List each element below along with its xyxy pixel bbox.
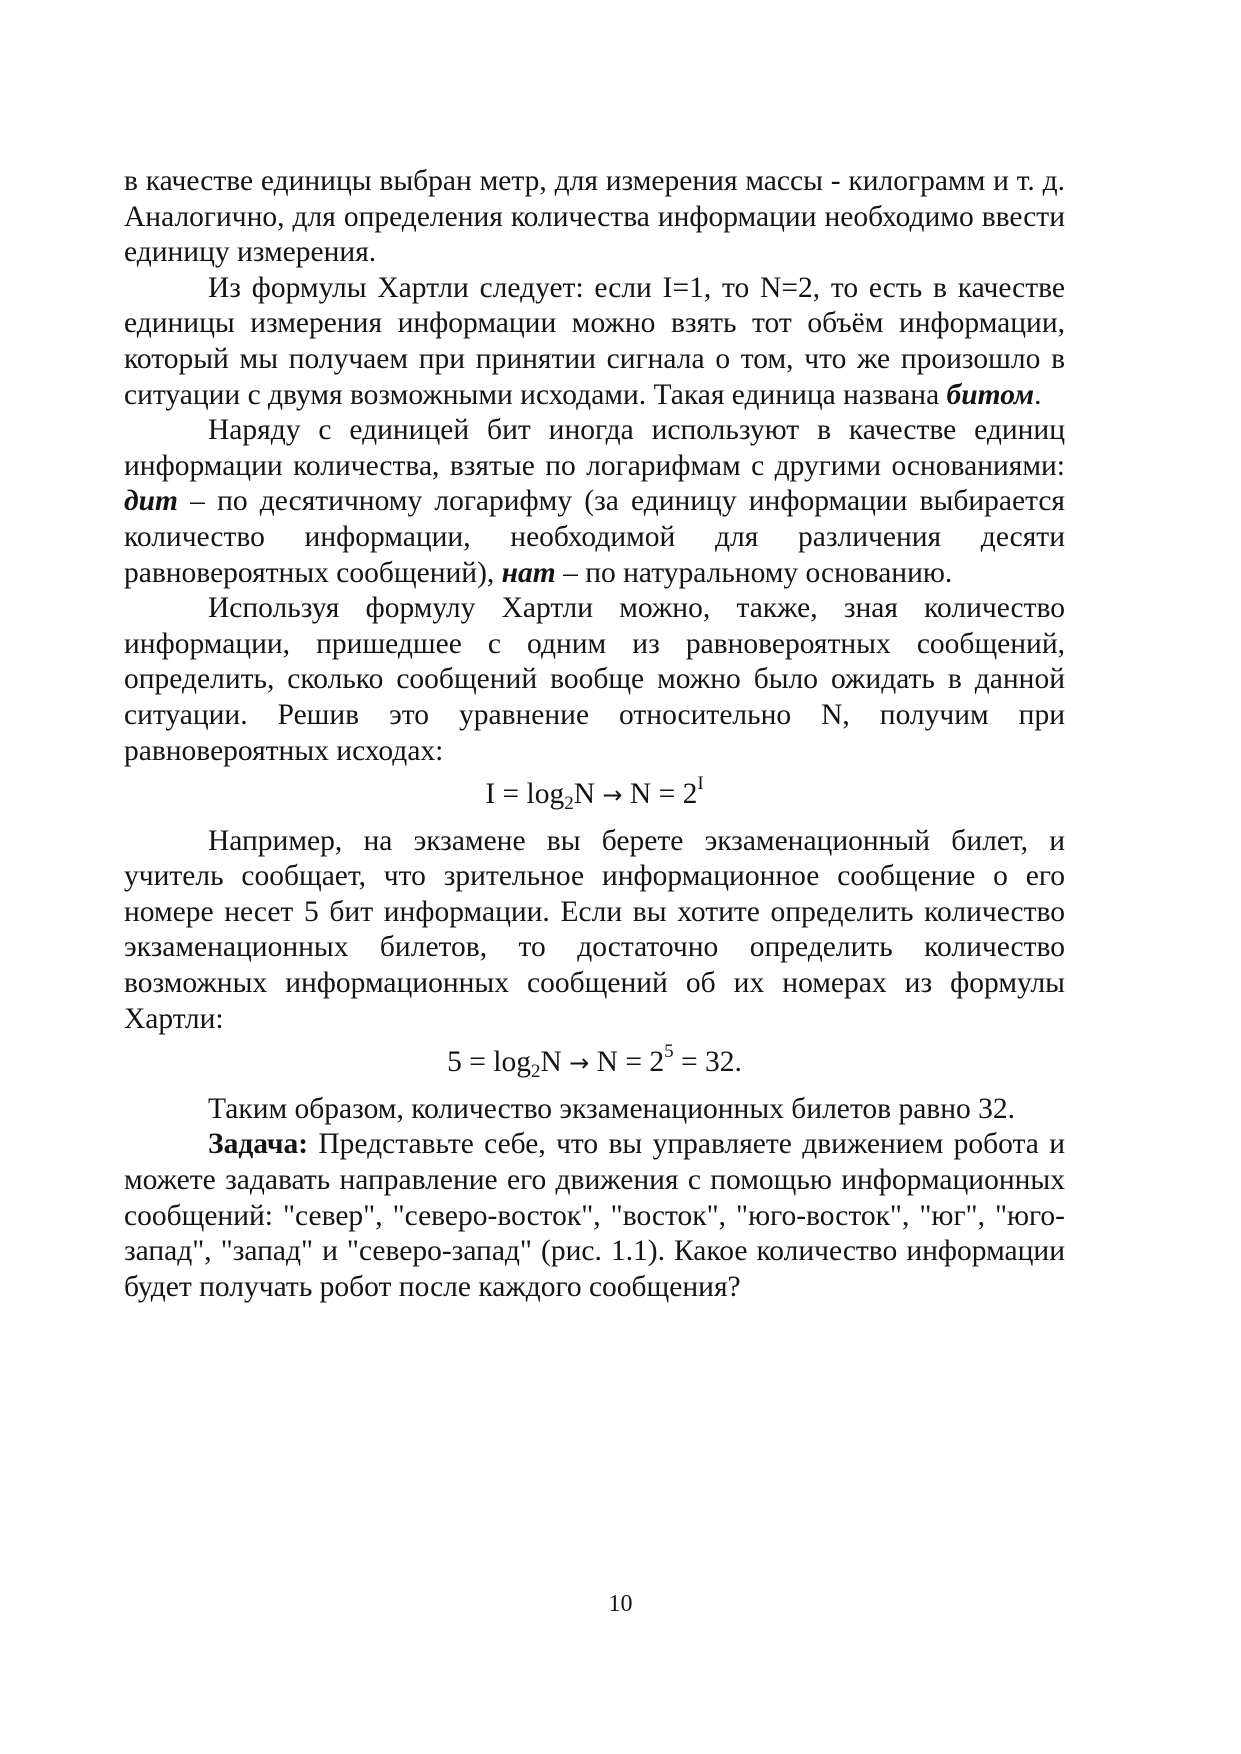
- right-arrow-icon: →: [602, 781, 623, 810]
- paragraph-text: – по натуральному основанию.: [555, 556, 953, 589]
- formula-rhs: N = 2: [622, 778, 698, 811]
- formula-exponent: 5: [664, 1041, 674, 1063]
- paragraph-continuation: в качестве единицы выбран метр, для измерения массы - килограмм и т. д. Аналогично, для определения количества информации необходимо ввести единицу измерения.: [124, 165, 1065, 269]
- formula-lhs: I = log: [485, 778, 565, 811]
- paragraph-hartley-usage: Используя формулу Хартли можно, также, зная количество информации, пришедшее с одним из равновероятных сообщений, определить, сколько сообщений вообще можно было ожидать в данной ситуации. Решив это уравнение относительно N, получим при равновероятных исходах:: [124, 592, 1065, 767]
- right-arrow-icon: →: [569, 1049, 590, 1078]
- formula-hartley: [124, 773, 1065, 815]
- task-label: Задача:: [208, 1128, 309, 1161]
- paragraph-end: .: [1034, 378, 1042, 411]
- term-dit: дит: [124, 485, 178, 518]
- task-text: Представьте себе, что вы управляете движением робота и можете задавать направление его движения с помощью информационных сообщений: "север", "северо-восток", "восток", "юго-восток", "юг", "юго-запад", "запад" и "северо-запад" (рис. 1.1). Какое количество информации будет получать робот после каждого сообщения?: [124, 1128, 1065, 1303]
- paragraph-task: [124, 1127, 1065, 1305]
- formula-lhs: 5 = log: [447, 1046, 531, 1079]
- paragraph-text: – по десятичному логарифму (за единицу информации выбирается количество информации, необходимой для различения десяти равновероятных сообщений),: [124, 485, 1065, 589]
- formula-argument: N: [573, 778, 596, 811]
- formula-example: [124, 1041, 1065, 1083]
- paragraph-other-units: [124, 413, 1065, 591]
- term-bit: битом: [946, 378, 1035, 411]
- formula-argument: N: [540, 1046, 562, 1079]
- body-text: [124, 164, 1065, 1305]
- page-number: 10: [608, 1591, 633, 1617]
- paragraph-text: Из формулы Хартли следует: если I=1, то N=2, то есть в качестве единицы измерения информации можно взять тот объём информации, который мы получаем при принятии сигнала о том, что же произошло в ситуации с двумя возможными исходами. Такая единица названа: [124, 271, 1065, 411]
- paragraph-text: Наряду с единицей бит иногда используют в качестве единиц информации количества, взятые по логарифмам с другими основаниями:: [124, 414, 1065, 482]
- formula-log-base: 2: [564, 793, 574, 815]
- formula-log-base: 2: [530, 1061, 541, 1083]
- term-nat: нат: [501, 556, 556, 589]
- formula-result: = 32.: [673, 1046, 742, 1079]
- paragraph-exam-example: Например, на экзамене вы берете экзаменационный билет, и учитель сообщает, что зрительное информационное сообщение о его номере несет 5 бит информации. Если вы хотите определить количество экзаменационных билетов, то достаточно определить количество возможных информационных сообщений об их номерах из формулы Хартли:: [124, 824, 1065, 1035]
- formula-rhs: N = 2: [589, 1046, 665, 1079]
- paragraph-conclusion: Таким образом, количество экзаменационных билетов равно 32.: [208, 1092, 1016, 1125]
- paragraph-bit-definition: [124, 271, 1065, 413]
- formula-exponent: I: [697, 773, 704, 795]
